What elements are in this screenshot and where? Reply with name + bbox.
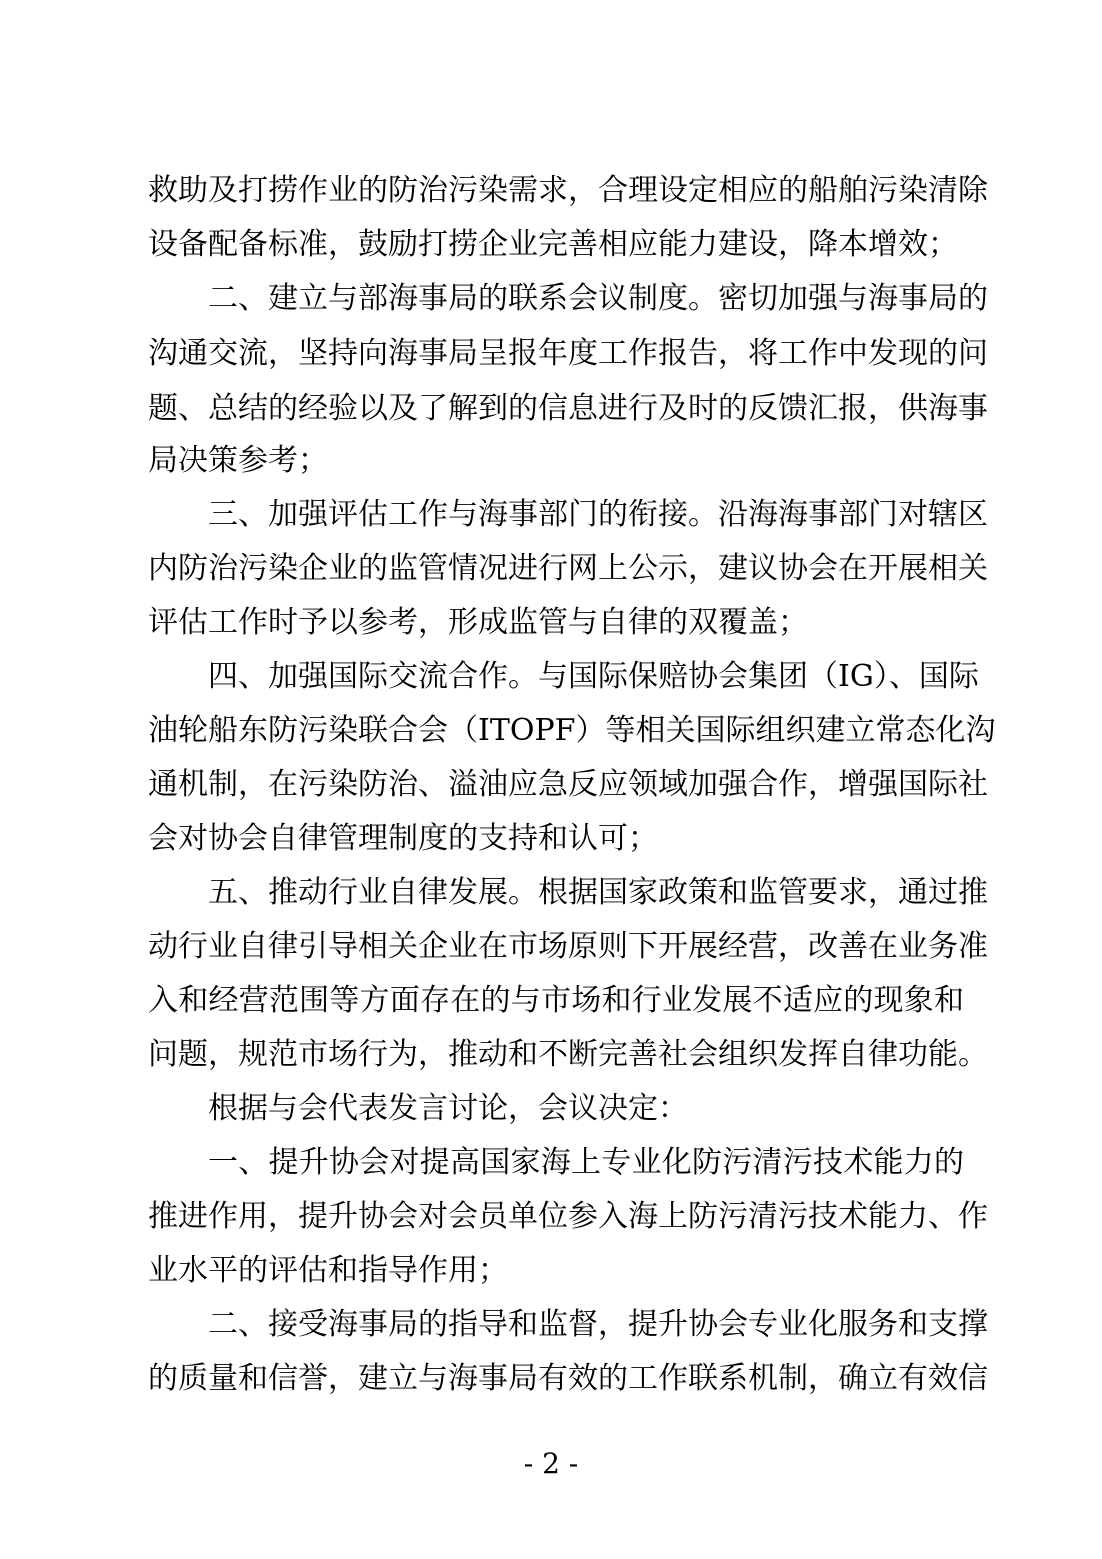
text-line-20: 推进作用，提升协会对会员单位参入海上防污清污技术能力、作 [148, 1199, 988, 1234]
text-line-11: 油轮船东防污染联合会（ITOPF）等相关国际组织建立常态化沟 [148, 713, 996, 748]
text-line-23: 的质量和信誉，建立与海事局有效的工作联系机制，确立有效信 [148, 1361, 988, 1396]
text-line-14: 五、推动行业自律发展。根据国家政策和监管要求，通过推 [208, 875, 988, 910]
text-line-15: 动行业自律引导相关企业在市场原则下开展经营，改善在业务准 [148, 929, 988, 964]
text-line-13: 会对协会自律管理制度的支持和认可； [148, 821, 658, 856]
text-line-5: 题、总结的经验以及了解到的信息进行及时的反馈汇报，供海事 [148, 391, 988, 426]
text-line-9: 评估工作时予以参考，形成监管与自律的双覆盖； [148, 605, 808, 640]
text-line-3: 二、建立与部海事局的联系会议制度。密切加强与海事局的 [208, 281, 988, 316]
text-line-18: 根据与会代表发言讨论，会议决定： [208, 1091, 688, 1126]
text-line-21: 业水平的评估和指导作用； [148, 1253, 508, 1288]
text-line-10: 四、加强国际交流合作。与国际保赔协会集团（IG）、国际 [208, 659, 979, 694]
text-line-19: 一、提升协会对提高国家海上专业化防污清污技术能力的 [208, 1145, 964, 1180]
text-line-8: 内防治污染企业的监管情况进行网上公示，建议协会在开展相关 [148, 551, 988, 586]
text-line-6: 局决策参考； [148, 443, 328, 478]
text-line-16: 入和经营范围等方面存在的与市场和行业发展不适应的现象和 [148, 983, 964, 1018]
text-line-7: 三、加强评估工作与海事部门的衔接。沿海海事部门对辖区 [208, 497, 988, 532]
text-line-4: 沟通交流，坚持向海事局呈报年度工作报告，将工作中发现的问 [148, 336, 988, 371]
text-line-12: 通机制，在污染防治、溢油应急反应领域加强合作，增强国际社 [148, 767, 988, 802]
text-line-17: 问题，规范市场行为，推动和不断完善社会组织发挥自律功能。 [148, 1037, 988, 1072]
text-line-1: 救助及打捞作业的防治污染需求，合理设定相应的船舶污染清除 [148, 173, 988, 208]
page-number: - 2 - [523, 1447, 579, 1480]
text-line-22: 二、接受海事局的指导和监督，提升协会专业化服务和支撑 [208, 1307, 988, 1342]
text-line-2: 设备配备标准，鼓励打捞企业完善相应能力建设，降本增效； [148, 227, 958, 262]
